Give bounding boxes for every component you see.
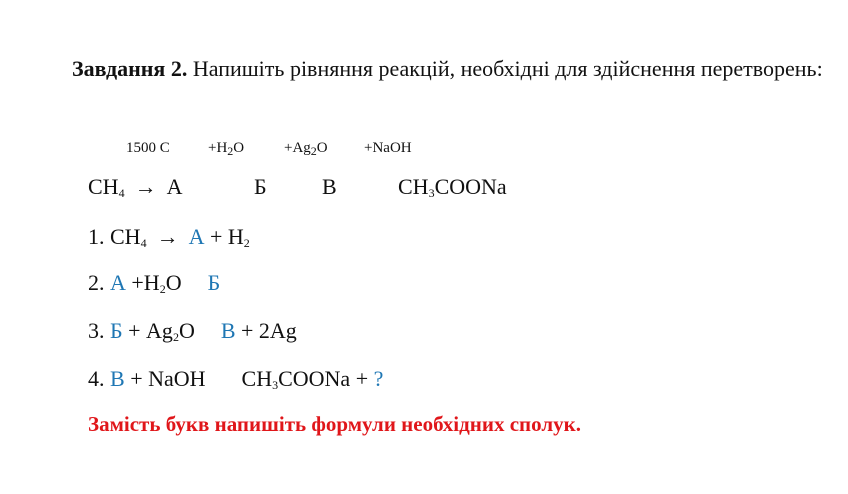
answer-b: Б (207, 270, 221, 295)
chain-end: $CH_3COONa$ (398, 174, 507, 200)
chain-start: $CH_4 \to А$ (88, 174, 183, 200)
unknown-product: ? (373, 366, 384, 391)
chain-a: А (166, 174, 183, 199)
answer-a: А (188, 224, 205, 249)
chain-v: В (322, 174, 337, 199)
equation-4: 4. В + NaOH $CH_3COONa$ + ? (88, 366, 384, 392)
equation-arrow: → (156, 224, 179, 249)
answer-b: Б (110, 318, 123, 343)
answer-a: А (110, 270, 126, 295)
chain-arrow: → (134, 174, 157, 199)
chain-b: Б (254, 174, 267, 199)
answer-v: В (220, 318, 236, 343)
equation-3: 3. $Б + Ag_2O$ В + 2Ag (88, 318, 297, 344)
task-heading: Завдання 2. (72, 56, 188, 81)
task-statement (72, 54, 832, 84)
condition-silver-oxide: $+Ag_2O$ (284, 140, 328, 158)
answer-v: В (110, 366, 125, 391)
condition-water: $+H_2O$ (208, 140, 245, 158)
condition-temperature: 1500 C (126, 140, 170, 156)
equation-2: 2. $А +H_2O$ Б (88, 270, 221, 296)
instruction-note: Замість букв напишіть формули необхідних сполук. (88, 412, 581, 436)
equation-1: 1. $CH_4 \to А + H_2$ (88, 224, 250, 250)
task-text: Напишіть рівняння реакцій, необхідні для здійснення перетворень: (187, 56, 823, 81)
condition-naoh: +NaOH (364, 140, 412, 156)
